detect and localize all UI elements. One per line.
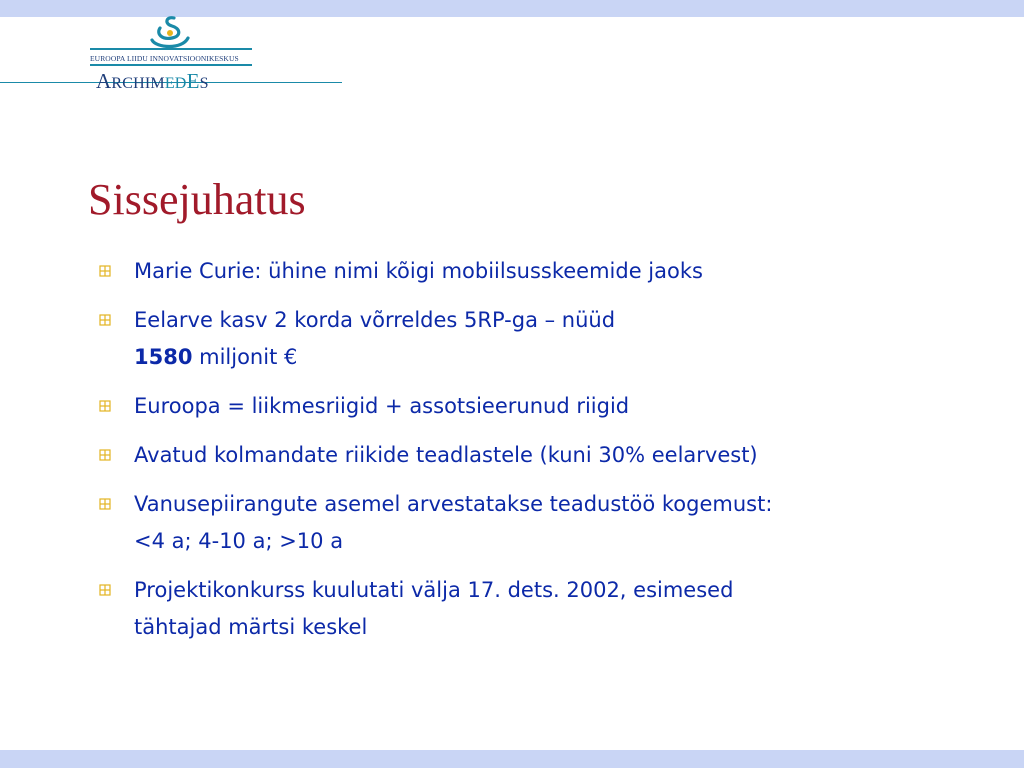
- logo-word-part-5: S: [199, 75, 209, 92]
- budget-amount: 1580: [134, 345, 193, 369]
- logo-rule-bottom: [90, 64, 252, 66]
- archimedes-logo: [0, 14, 345, 98]
- bullet-item: [96, 388, 956, 425]
- slide-title: Sissejuhatus: [88, 175, 306, 224]
- square-cross-bullet-icon: [99, 498, 111, 510]
- bullet-list: [96, 253, 956, 658]
- bullet-item: [96, 486, 956, 560]
- logo-caption: EUROOPA LIIDU INNOVATSIOONIKESKUS: [90, 54, 239, 63]
- square-cross-bullet-icon: [99, 449, 111, 461]
- square-cross-bullet-icon: [99, 265, 111, 277]
- logo-word-part-3: ED: [164, 75, 187, 92]
- bullet-text: Projektikonkurss kuulutati välja 17. dets. 2002, esimesed: [134, 578, 734, 602]
- bullet-text: Euroopa = liikmesriigid + assotsieerunud riigid: [134, 394, 630, 418]
- logo-word-part-2: RCHIM: [111, 75, 165, 92]
- bullet-item: [96, 253, 956, 290]
- logo-word-part-1: A: [96, 69, 112, 93]
- bullet-item: [96, 572, 956, 646]
- logo-word-part-4: E: [186, 69, 200, 93]
- bullet-text-line2: tähtajad märtsi keskel: [134, 615, 368, 639]
- square-cross-bullet-icon: [99, 584, 111, 596]
- bullet-item: [96, 302, 956, 376]
- bullet-item: [96, 437, 956, 474]
- bullet-text: Eelarve kasv 2 korda võrreldes 5RP-ga – nüüd: [134, 308, 616, 332]
- bullet-text-line2: <4 a; 4-10 a; >10 a: [134, 529, 344, 553]
- bottom-band: [0, 750, 1024, 768]
- archimedes-swirl-logo-icon: [144, 14, 194, 52]
- square-cross-bullet-icon: [99, 314, 111, 326]
- bullet-text: Avatud kolmandate riikide teadlastele (kuni 30% eelarvest): [134, 443, 758, 467]
- logo-rule-top: [90, 48, 252, 50]
- square-cross-bullet-icon: [99, 400, 111, 412]
- logo-wordmark: [96, 71, 209, 92]
- bullet-text: Marie Curie: ühine nimi kõigi mobiilsusskeemide jaoks: [134, 259, 703, 283]
- bullet-text: Vanusepiirangute asemel arvestatakse teadustöö kogemust:: [134, 492, 773, 516]
- bullet-text-rest: miljonit €: [192, 345, 298, 369]
